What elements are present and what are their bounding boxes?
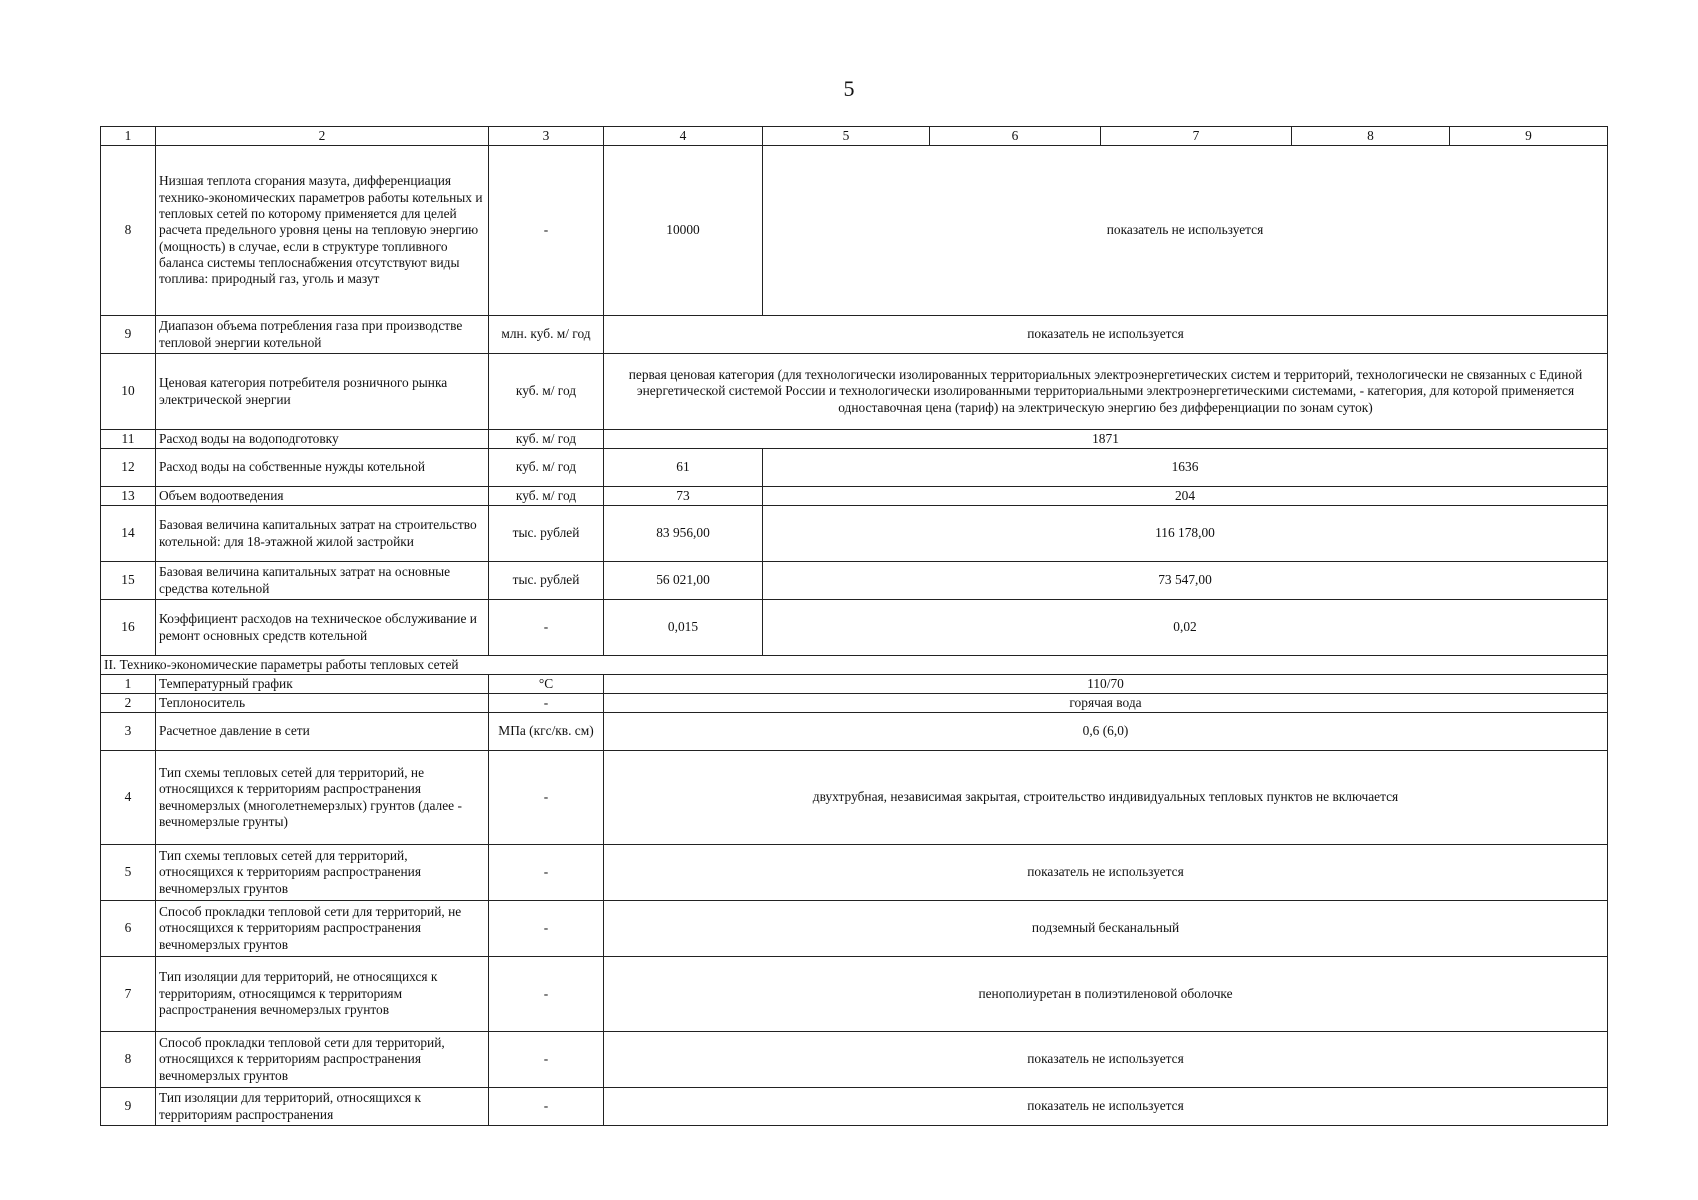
column-number: 5 (763, 127, 930, 146)
unit: - (489, 1088, 604, 1126)
value-merged: показатель не используется (763, 146, 1608, 316)
table-row (101, 430, 1608, 449)
parameter-name: Базовая величина капитальных затрат на основные средства котельной (156, 562, 489, 600)
table-row (101, 957, 1608, 1032)
parameter-name: Тип схемы тепловых сетей для территорий, не относящихся к территориям распространения вечномерзлых (многолетнемерзлых) грунтов (далее - вечномерзлые грунты) (156, 751, 489, 845)
table-row (101, 694, 1608, 713)
value-merged: 1636 (763, 449, 1608, 487)
unit: куб. м/ год (489, 430, 604, 449)
value-merged: двухтрубная, независимая закрытая, строительство индивидуальных тепловых пунктов не включается (604, 751, 1608, 845)
unit: тыс. рублей (489, 506, 604, 562)
column-number: 7 (1101, 127, 1292, 146)
column-number: 6 (930, 127, 1101, 146)
unit: МПа (кгс/кв. см) (489, 713, 604, 751)
table-row (101, 1088, 1608, 1126)
unit: - (489, 600, 604, 656)
row-number: 13 (101, 487, 156, 506)
row-number: 6 (101, 901, 156, 957)
table-row (101, 487, 1608, 506)
value-col4: 83 956,00 (604, 506, 763, 562)
value-merged: 1871 (604, 430, 1608, 449)
table-row (101, 562, 1608, 600)
row-number: 14 (101, 506, 156, 562)
unit: - (489, 901, 604, 957)
value-col4: 73 (604, 487, 763, 506)
parameter-name: Температурный график (156, 675, 489, 694)
section-row (101, 656, 1608, 675)
unit: млн. куб. м/ год (489, 316, 604, 354)
value-merged: 116 178,00 (763, 506, 1608, 562)
row-number: 1 (101, 675, 156, 694)
parameter-name: Теплоноситель (156, 694, 489, 713)
value-col4: 61 (604, 449, 763, 487)
row-number: 5 (101, 845, 156, 901)
parameter-name: Коэффициент расходов на техническое обслуживание и ремонт основных средств котельной (156, 600, 489, 656)
page-number: 5 (843, 76, 855, 101)
value-merged: первая ценовая категория (для технологически изолированных территориальных электроэнергетических систем и территорий, технологически не связанных с Единой энергетической системой России и технологически изолированными территориальными электроэнергетическими системами, - категория, для которой применяется одноставочная цена (тариф) на электрическую энергию без дифференциации по зонам суток) (604, 354, 1608, 430)
value-col4: 10000 (604, 146, 763, 316)
row-number: 11 (101, 430, 156, 449)
row-number: 15 (101, 562, 156, 600)
table-row (101, 449, 1608, 487)
value-merged: 204 (763, 487, 1608, 506)
value-merged: показатель не используется (604, 1088, 1608, 1126)
parameter-name: Объем водоотведения (156, 487, 489, 506)
parameter-name: Ценовая категория потребителя розничного рынка электрической энергии (156, 354, 489, 430)
value-merged: показатель не используется (604, 316, 1608, 354)
column-number: 3 (489, 127, 604, 146)
row-number: 7 (101, 957, 156, 1032)
value-merged: показатель не используется (604, 1032, 1608, 1088)
table-row (101, 713, 1608, 751)
table-row (101, 901, 1608, 957)
parameter-name: Способ прокладки тепловой сети для территорий, относящихся к территориям распространения вечномерзлых грунтов (156, 1032, 489, 1088)
unit: куб. м/ год (489, 449, 604, 487)
column-number: 2 (156, 127, 489, 146)
table-row (101, 1032, 1608, 1088)
parameter-name: Тип изоляции для территорий, относящихся к территориям распространения (156, 1088, 489, 1126)
unit: - (489, 957, 604, 1032)
row-number: 8 (101, 146, 156, 316)
column-number: 9 (1450, 127, 1608, 146)
value-merged: 110/70 (604, 675, 1608, 694)
section-title: II. Технико-экономические параметры работы тепловых сетей (101, 656, 1608, 675)
parameter-name: Тип схемы тепловых сетей для территорий, относящихся к территориям распространения вечномерзлых грунтов (156, 845, 489, 901)
value-col4: 0,015 (604, 600, 763, 656)
unit: - (489, 751, 604, 845)
parameter-name: Базовая величина капитальных затрат на строительство котельной: для 18-этажной жилой застройки (156, 506, 489, 562)
row-number: 8 (101, 1032, 156, 1088)
table-row (101, 675, 1608, 694)
row-number: 12 (101, 449, 156, 487)
value-merged: 0,6 (6,0) (604, 713, 1608, 751)
table-row (101, 845, 1608, 901)
value-merged: 0,02 (763, 600, 1608, 656)
row-number: 9 (101, 316, 156, 354)
row-number: 4 (101, 751, 156, 845)
table-row (101, 600, 1608, 656)
value-merged: показатель не используется (604, 845, 1608, 901)
row-number: 2 (101, 694, 156, 713)
parameter-name: Расчетное давление в сети (156, 713, 489, 751)
parameter-name: Способ прокладки тепловой сети для территорий, не относящихся к территориям распространения вечномерзлых грунтов (156, 901, 489, 957)
unit: - (489, 694, 604, 713)
value-merged: 73 547,00 (763, 562, 1608, 600)
parameter-name: Низшая теплота сгорания мазута, дифференциация технико-экономических параметров работы котельных и тепловых сетей по которому применяется для целей расчета предельного уровня цены на тепловую энергию (мощность) в случае, если в структуре топливного баланса системы теплоснабжения отсутствуют виды топлива: природный газ, уголь и мазут (156, 146, 489, 316)
value-merged: горячая вода (604, 694, 1608, 713)
unit: куб. м/ год (489, 354, 604, 430)
row-number: 10 (101, 354, 156, 430)
unit: °С (489, 675, 604, 694)
value-merged: подземный бесканальный (604, 901, 1608, 957)
table-row (101, 146, 1608, 316)
parameter-name: Тип изоляции для территорий, не относящихся к территориям, относящимся к территориям распространения вечномерзлых грунтов (156, 957, 489, 1032)
row-number: 3 (101, 713, 156, 751)
column-number: 1 (101, 127, 156, 146)
row-number: 9 (101, 1088, 156, 1126)
table-row (101, 316, 1608, 354)
value-col4: 56 021,00 (604, 562, 763, 600)
unit: - (489, 1032, 604, 1088)
column-number-row (101, 127, 1608, 146)
unit: тыс. рублей (489, 562, 604, 600)
parameter-name: Диапазон объема потребления газа при производстве тепловой энергии котельной (156, 316, 489, 354)
parameter-name: Расход воды на собственные нужды котельной (156, 449, 489, 487)
parameters-table (100, 126, 1608, 1126)
column-number: 8 (1292, 127, 1450, 146)
unit: - (489, 146, 604, 316)
value-merged: пенополиуретан в полиэтиленовой оболочке (604, 957, 1608, 1032)
table-row (101, 354, 1608, 430)
table-row (101, 506, 1608, 562)
unit: - (489, 845, 604, 901)
row-number: 16 (101, 600, 156, 656)
unit: куб. м/ год (489, 487, 604, 506)
column-number: 4 (604, 127, 763, 146)
table-row (101, 751, 1608, 845)
parameter-name: Расход воды на водоподготовку (156, 430, 489, 449)
